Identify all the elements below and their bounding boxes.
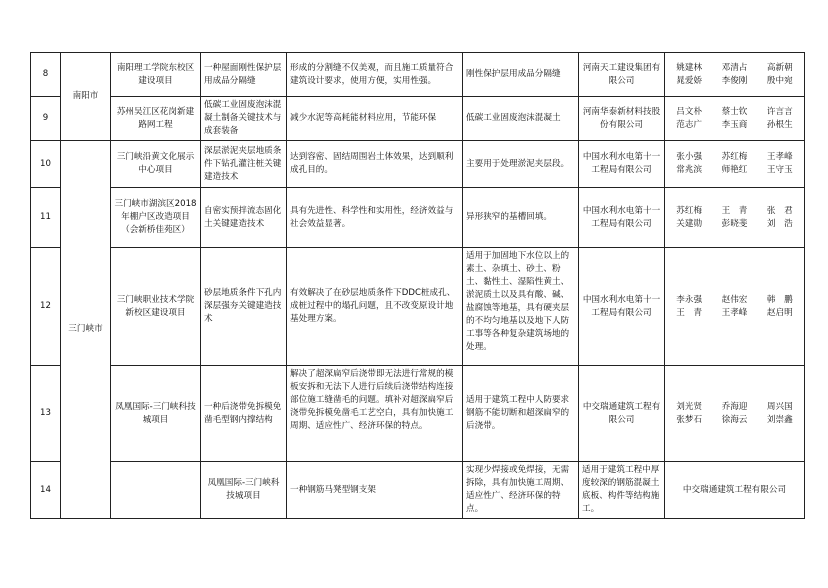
project-name: 三门峡沿黄文化展示中心项目 [111,141,201,188]
person: 高新朝 [766,62,793,73]
completing-unit: 中国水利水电第十一工程局有限公司 [579,141,665,188]
technology-description: 达到容密、固结周围岩土体效果，达到顺利成孔目的。 [287,141,463,188]
person: 邓清占 [721,62,748,73]
completing-people [665,53,805,97]
completing-unit: 河南天工建设集团有限公司 [579,53,665,97]
project-name: 南阳理工学院东校区建设项目 [111,53,201,97]
person: 晁爱娇 [676,75,703,86]
person: 王 青 [676,307,703,318]
technology-description: 实现少焊接或免焊接，无需拆除，具有加快施工周期、适应性广、经济环保的特点。 [463,462,579,519]
person: 李永强 [676,294,703,305]
person: 吕文朴 [676,106,703,117]
person: 周兴国 [766,401,793,412]
person: 张 君 [766,205,793,216]
achievements-table [30,52,805,519]
row-number: 11 [31,188,61,248]
technology-description: 形成的分割缝不仅美观，而且施工质量符合建筑设计要求，使用方便，实用性强。 [287,53,463,97]
person: 孙根生 [766,119,793,130]
completing-people [665,141,805,188]
person: 范志广 [676,119,703,130]
person: 李玉商 [721,119,748,130]
person: 赵伟宏 [721,294,748,305]
person: 蔡士钦 [721,106,748,117]
person: 韩 鹏 [766,294,793,305]
person: 姚建林 [676,62,703,73]
table-row [31,141,805,188]
completing-unit: 中交瑞通建筑工程有限公司 [665,462,805,519]
technology-description: 有效解决了在砂层地质条件下DDC桩成孔、成桩过程中的塌孔问题，且不改变原设计地基处理方案。 [287,248,463,366]
application-scope: 低碳工业固废泡沫混凝土 [463,97,579,141]
person: 王孝峰 [721,307,748,318]
person: 许言言 [766,106,793,117]
person: 张小强 [676,152,703,162]
completing-people [665,188,805,248]
project-name: 凤凰国际-三门峡科技城项目 [111,366,201,462]
application-scope-cell [463,248,579,366]
row-number: 13 [31,366,61,462]
technology-name: 低碳工业固废泡沫混凝土制备关键技术与成套装备 [201,97,287,141]
city-cell-empty [111,462,201,519]
technology-name: 一种屋面刚性保护层用成品分隔缝 [201,53,287,97]
city-cell: 南阳市 [61,53,111,141]
table-row [31,53,805,97]
person: 王 青 [721,205,748,216]
person: 苏红梅 [676,205,703,216]
person: 王孝峰 [766,152,793,162]
application-scope: 异形狭窄的基槽回填。 [463,188,579,248]
completing-unit: 河南华泰新材料技股份有限公司 [579,97,665,141]
person: 李俊刚 [721,75,748,86]
project-name: 三门峡市湖滨区2018年棚户区改造项目（会新桥佳苑区） [111,188,201,248]
technology-name: 自密实预拌流态固化土关键建造技术 [201,188,287,248]
technology-description-cell [287,366,463,462]
person: 徐海云 [721,414,748,425]
completing-people [665,97,805,141]
row-number: 10 [31,141,61,188]
table-row [31,188,805,248]
person: 赵启明 [766,307,793,318]
person: 王守玉 [766,165,793,175]
project-name: 凤凰国际-三门峡科技城项目 [201,462,287,519]
project-name: 三门峡职业技术学院新校区建设项目 [111,248,201,366]
completing-unit: 中交瑞通建筑工程有限公司 [579,366,665,462]
application-scope: 适用于建筑工程中厚度较深的钢筋混凝土底板、构件等结构施工。 [579,462,665,519]
technology-description: 解决了超深扁窄后浇带即无法进行常规的模板安拆和无法下人进行后续后浇带结构连接部位施工缝凿毛的问题。填补对超深扁窄后浇带免拆模免凿毛工艺空白，具有加快施工周期、适应性广、经济环保的特点。 [290,368,454,431]
person: 常兆滨 [676,165,703,175]
person: 关建勋 [676,218,703,229]
row-number: 8 [31,53,61,97]
row-number: 12 [31,248,61,366]
row-number: 14 [31,462,61,519]
technology-name: 一种钢筋马凳型钢支架 [287,462,463,519]
person: 张梦石 [676,414,703,425]
application-scope: 适用于加固地下水位以上的素土、杂填土、砂土、粉土、黏性土、湿陷性黄土、淤泥质土以及具有酸、碱、盐腐蚀等地基，具有硬夹层的不均匀地基以及地下人防工事等各种复杂建筑场地的处理。 [466,250,570,352]
completing-unit: 中国水利水电第十一工程局有限公司 [579,188,665,248]
completing-people [665,366,805,462]
person: 刘 浩 [766,218,793,229]
technology-name: 深层淤泥夹层地质条件下钻孔灌注桩关键建造技术 [201,141,287,188]
row-number: 9 [31,97,61,141]
person: 苏红梅 [721,152,748,162]
technology-description: 具有先进性、科学性和实用性，经济效益与社会效益显著。 [287,188,463,248]
project-name: 苏州吴江区花岗新建路网工程 [111,97,201,141]
person: 刘崇鑫 [766,414,793,425]
person: 刘光贤 [676,401,703,412]
table-row [31,366,805,462]
application-scope: 适用于建筑工程中人防要求钢筋不能切断和超深扁窄的后浇带。 [463,366,579,462]
technology-name: 砂层地质条件下孔内深层强夯关键建造技术 [201,248,287,366]
city-cell: 三门峡市 [61,141,111,519]
application-scope: 刚性保护层用成品分隔缝 [463,53,579,97]
person: 彭晓斐 [721,218,748,229]
application-scope: 主要用于处理淤泥夹层段。 [463,141,579,188]
person: 殷中宛 [766,75,793,86]
person: 乔海迎 [721,401,748,412]
person: 师艳红 [721,165,748,175]
table-row [31,462,805,519]
technology-description: 减少水泥等高耗能材料应用，节能环保 [287,97,463,141]
table-row [31,97,805,141]
completing-unit: 中国水利水电第十一工程局有限公司 [579,248,665,366]
technology-name: 一种后浇带免拆模免凿毛型钢内撑结构 [201,366,287,462]
table-row [31,248,805,366]
completing-people [665,248,805,366]
